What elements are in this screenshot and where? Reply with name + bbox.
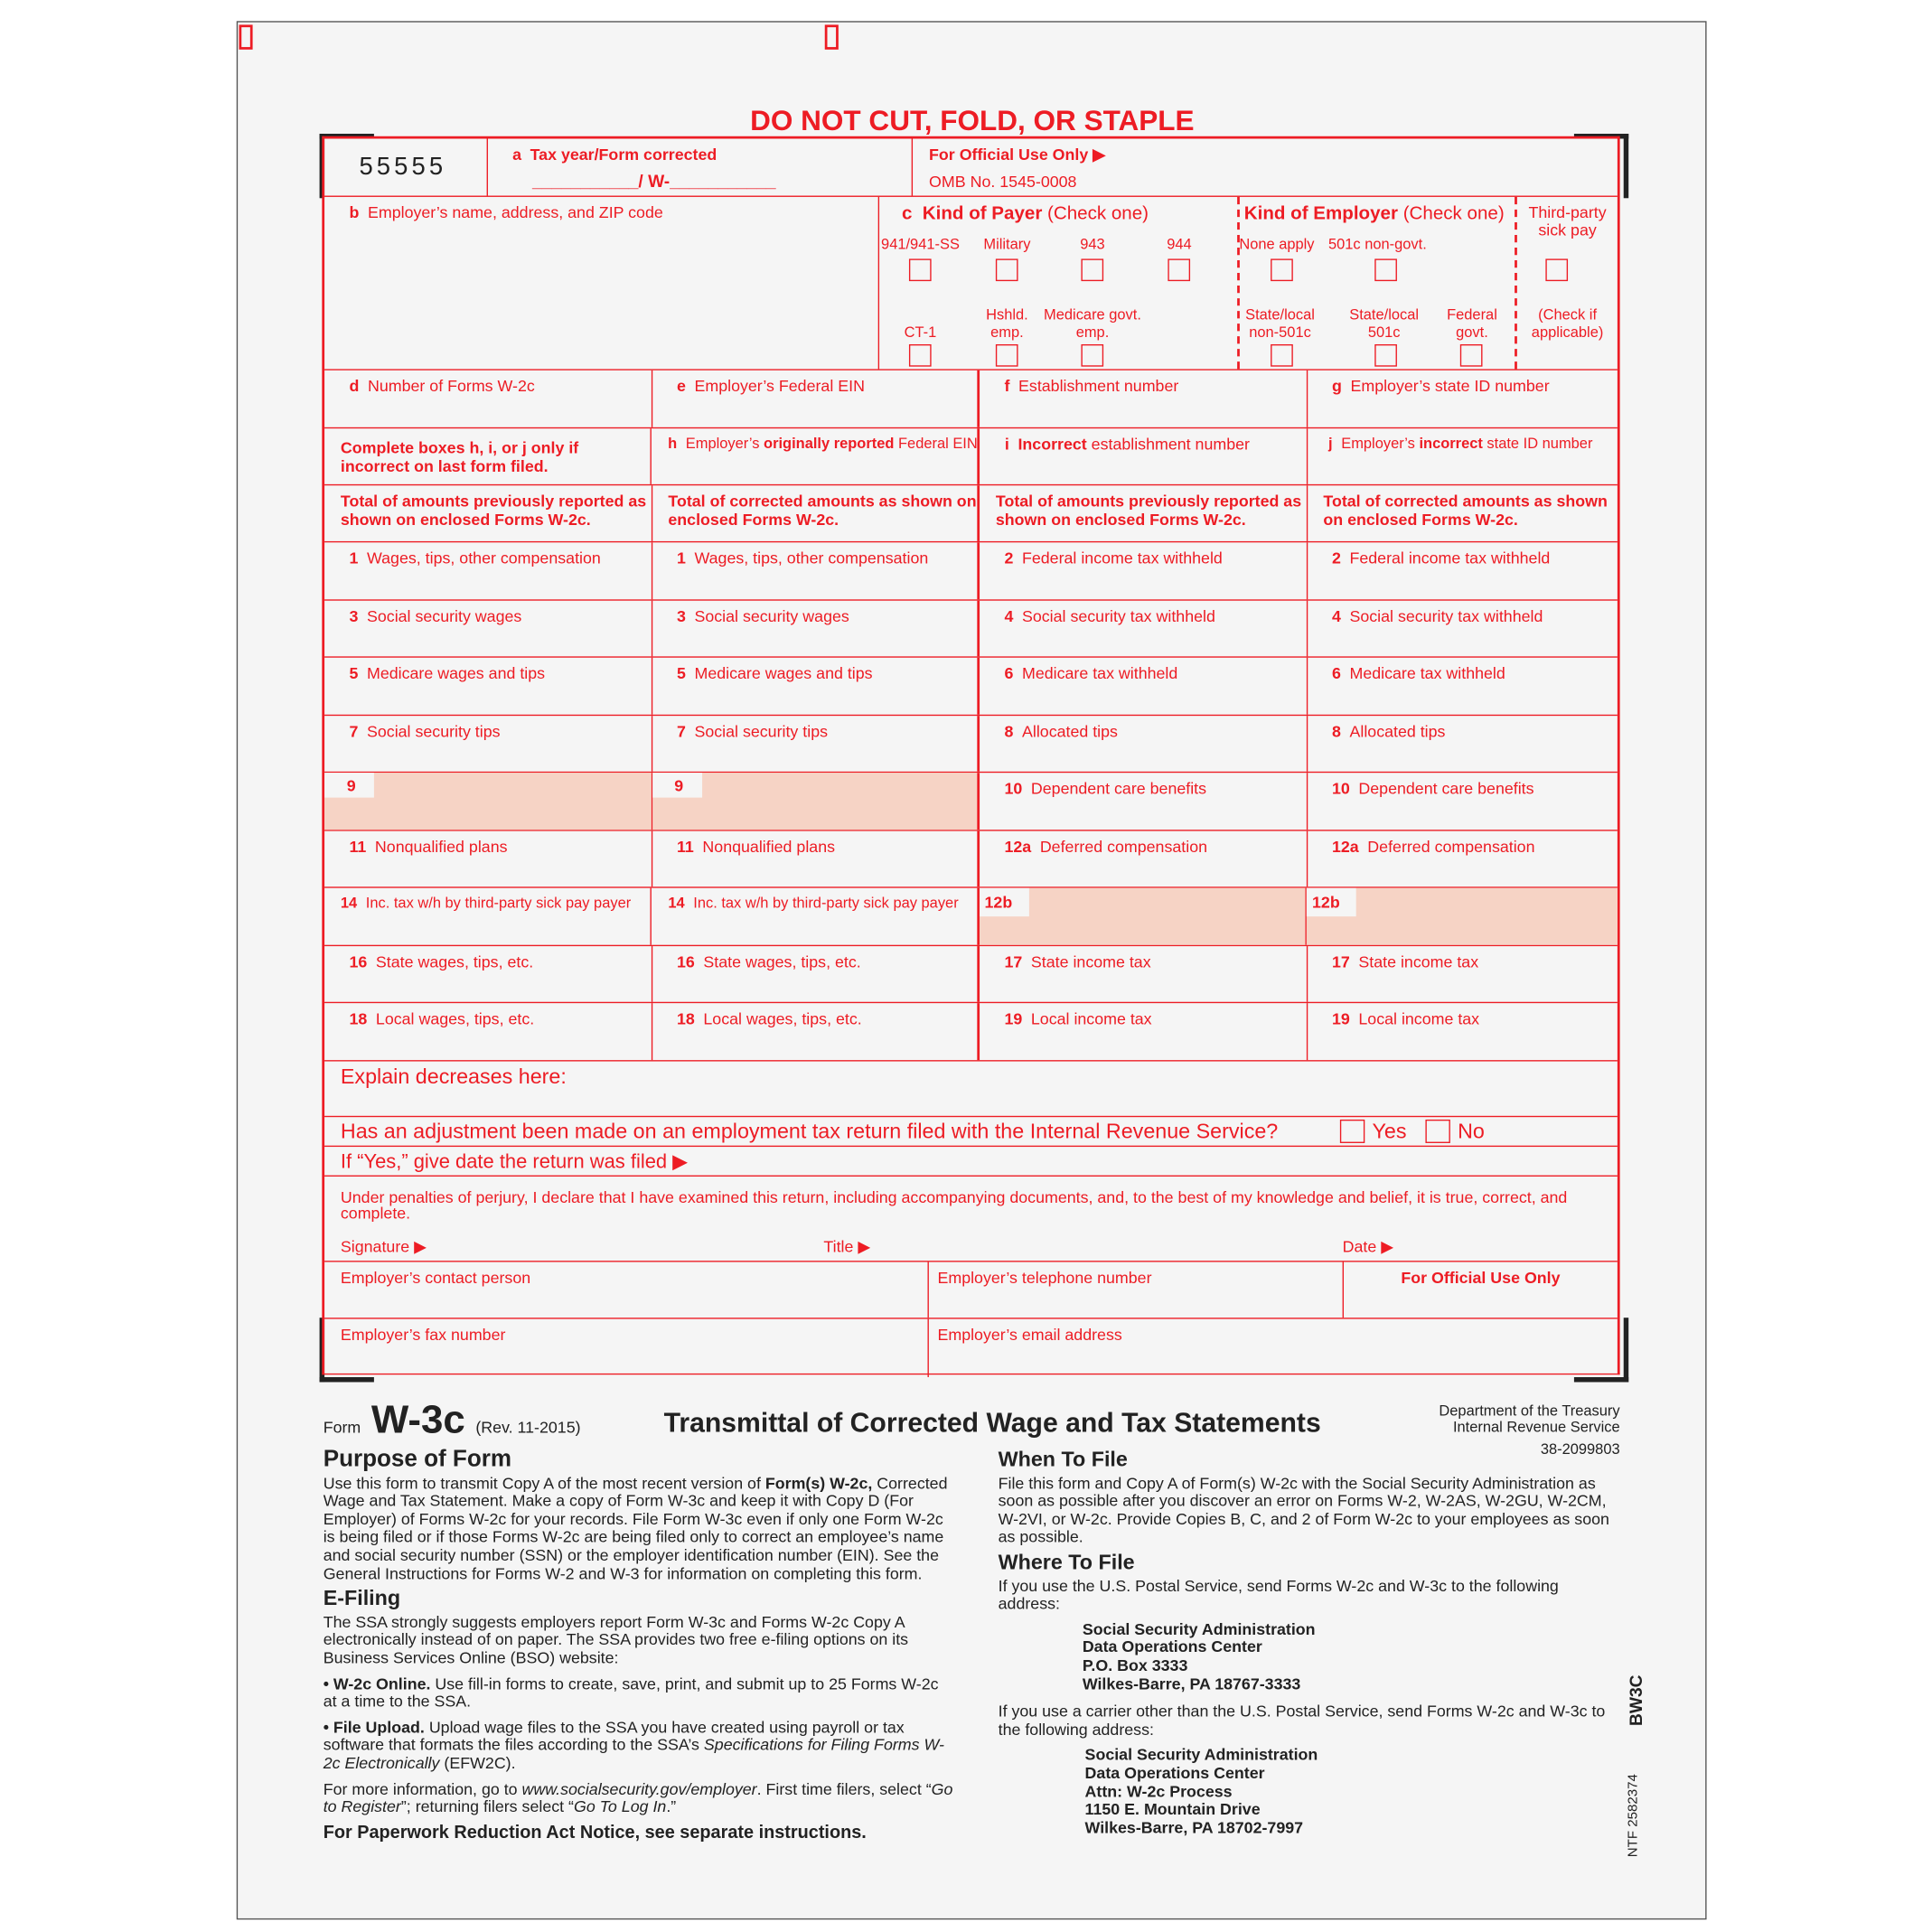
checkbox-military[interactable] (996, 258, 1018, 281)
purpose-text: Corrected Wage and Tax Statement. Make a copy of Form W-3c and keep it with Copy D (For Employer) of Forms W-2c for your records. File Form W-3c even if only one Form W-2c is being filed or if those Forms W-2c are being filed only to correct an employee’s name and social security number (SSN) or the employer identification number (EIN). See the General Instructions for Forms W-2 and W-3 for information on completing this form. (323, 1473, 948, 1582)
box-label: Social security tips (694, 722, 829, 741)
box-label: Employer’s name, address, and ZIP code (367, 202, 663, 222)
box-i-incorrect-establishment[interactable] (980, 428, 1307, 484)
column-heading-corrected: Total of corrected amounts as shown on enclosed Forms W-2c. (652, 485, 980, 541)
box-label: Tax year/Form corrected (530, 145, 717, 164)
checkbox-yes[interactable] (1340, 1120, 1365, 1143)
perjury-text: Under penalties of perjury, I declare that I have examined this return, including accompanying documents, and, to the best of my knowledge and belief, it is true, correct, and complete. (340, 1187, 1568, 1223)
box-letter: g (1331, 376, 1342, 396)
box-number: 16 (676, 952, 695, 971)
box-label: Employer’s (685, 435, 764, 453)
adjustment-question: Has an adjustment been made on an employment tax return filed with the Internal Revenue Service? (340, 1119, 1279, 1143)
box-1-corrected[interactable] (652, 542, 980, 599)
checkbox-none-apply[interactable] (1271, 258, 1293, 281)
box-number: 14 (668, 894, 685, 912)
box-number: 18 (349, 1008, 368, 1028)
official-use-only-box: For Official Use Only (1401, 1268, 1561, 1287)
revision: (Rev. 11-2015) (475, 1418, 581, 1437)
box-number: 2 (1004, 549, 1014, 567)
box-label: Nonqualified plans (702, 837, 836, 857)
box-letter: a (512, 145, 522, 164)
box-b-employer-name[interactable] (324, 197, 879, 369)
bullet-title: • W-2c Online. (323, 1674, 431, 1693)
box-label: Wages, tips, other compensation (366, 549, 601, 567)
signature-field[interactable]: Signature ▶ (340, 1237, 427, 1256)
box-number: 1 (349, 549, 359, 567)
box-number: 18 (676, 1008, 695, 1028)
box-number: 2 (1331, 549, 1341, 567)
form-title: Transmittal of Corrected Wage and Tax Statements (663, 1406, 1321, 1439)
box-label: Nonqualified plans (374, 837, 508, 857)
bullet-text-italic: Specifications for Filing Forms W-2c Electronically (323, 1735, 944, 1773)
paperwork-notice: For Paperwork Reduction Act Notice, see separate instructions. (323, 1822, 867, 1843)
box-label: Dependent care benefits (1030, 779, 1207, 798)
box-number: 19 (1004, 1008, 1023, 1028)
box-number: 3 (349, 606, 359, 626)
box-letter: i (1004, 435, 1009, 454)
fax-number-field[interactable] (324, 1319, 929, 1377)
kind-of-employer-title: Kind of Employer (1243, 202, 1398, 225)
carrier-address (999, 1747, 1620, 1837)
do-not-cut-warning: DO NOT CUT, FOLD, OR STAPLE (750, 104, 1195, 136)
option-label: Military (983, 235, 1031, 253)
box-6-previous[interactable] (980, 658, 1307, 715)
explain-decreases-label: Explain decreases here: (340, 1064, 567, 1089)
box-number: 10 (1331, 779, 1350, 798)
box-number: 4 (1004, 606, 1014, 626)
checkbox-household[interactable] (996, 344, 1018, 367)
address-line: Wilkes-Barre, PA 18767-3333 (1082, 1674, 1301, 1693)
box-number: 7 (349, 722, 359, 741)
field-label: Employer’s telephone number (937, 1268, 1152, 1287)
checkbox-state-local-501c[interactable] (1374, 344, 1397, 367)
box-17-previous[interactable] (980, 946, 1307, 1002)
where-to-file-heading: Where To File (998, 1550, 1135, 1574)
when-to-file-text: File this form and Copy A of Form(s) W-2c with the Social Security Administration as soon as possible after you discover an error on Forms W-2, W-2AS, W-2GU, W-2CM, W-2VI, or W-2c. Provide Copies B, C, and 2 of Form W-2c to your employees as soon as possible. (998, 1473, 1609, 1546)
registration-mark (825, 24, 839, 49)
more-info-text: .” (666, 1796, 677, 1816)
ssa-url-link[interactable]: www.socialsecurity.gov/employer (521, 1778, 757, 1798)
option-label: None apply (1239, 235, 1315, 253)
box-19-corrected[interactable] (1308, 1003, 1618, 1060)
yes-label: Yes (1372, 1119, 1407, 1143)
option-label: State/local non-501c (1245, 305, 1315, 341)
box-a-tax-year[interactable] (488, 138, 914, 195)
check-if-applicable-hint: (Check if applicable) (1531, 305, 1604, 341)
box-12b-previous-shaded (980, 888, 1307, 945)
box-j-incorrect-state-id[interactable] (1308, 428, 1618, 484)
box-11-corrected[interactable] (652, 831, 980, 887)
instructions-left (323, 1446, 955, 1843)
box-label-emphasis: incorrect (1419, 435, 1483, 453)
more-info-text: . First time filers, select “ (756, 1778, 932, 1798)
box-label: Allocated tips (1349, 722, 1446, 741)
box-label: Inc. tax w/h by third-party sick pay payer (693, 894, 959, 912)
checkbox-medicare-govt[interactable] (1082, 344, 1104, 367)
box-letter: d (349, 376, 360, 396)
w3c-form (322, 136, 1619, 1375)
form-name: W-3c (370, 1396, 465, 1442)
irs: Internal Revenue Service (1452, 1418, 1620, 1436)
agency (1363, 1403, 1620, 1458)
box-number: 4 (1331, 606, 1341, 626)
box-number: 14 (340, 894, 358, 912)
checkbox-ct1[interactable] (909, 344, 932, 367)
box-12a-corrected[interactable] (1308, 831, 1618, 887)
register-text: Go to Register (323, 1778, 953, 1816)
box-7-previous[interactable] (324, 716, 652, 772)
box-label: Allocated tips (1021, 722, 1118, 741)
option-label: 944 (1167, 235, 1192, 253)
box-label: Federal income tax withheld (1021, 549, 1223, 567)
purpose-text-bold: Form(s) W-2c, (764, 1473, 873, 1492)
box-number: 17 (1331, 952, 1350, 971)
box-18-previous[interactable] (324, 1003, 652, 1060)
box-19-previous[interactable] (980, 1003, 1307, 1060)
check-one-hint: (Check one) (1402, 202, 1505, 225)
box-number: 9 (324, 773, 374, 797)
checkbox-federal-govt[interactable] (1459, 344, 1482, 367)
box-2-corrected[interactable] (1308, 542, 1618, 599)
box-label: State income tax (1358, 952, 1479, 971)
box-label: Establishment number (1018, 376, 1179, 396)
box-label: State wages, tips, etc. (375, 952, 534, 971)
box-label: Employer’s state ID number (1350, 376, 1550, 396)
box-11-previous[interactable] (324, 831, 652, 887)
more-info-text: For more information, go to (323, 1778, 522, 1798)
box-label: State income tax (1030, 952, 1151, 971)
box-label-emphasis: Incorrect (1018, 435, 1087, 454)
purpose-heading: Purpose of Form (323, 1446, 512, 1473)
box-label: Social security wages (366, 606, 522, 626)
box-8-corrected[interactable] (1308, 716, 1618, 772)
department: Department of the Treasury (1439, 1402, 1620, 1420)
if-yes-date-label: If “Yes,” give date the return was filed ▶ (340, 1150, 689, 1173)
option-label: Medicare govt. emp. (1044, 305, 1141, 341)
check-one-hint: (Check one) (1047, 202, 1149, 225)
adjustment-question-row (324, 1117, 1618, 1147)
kind-of-payer-title: Kind of Payer (922, 202, 1043, 225)
box-9-corrected-shaded (652, 773, 980, 830)
perjury-declaration (324, 1177, 1618, 1262)
box-number: 12b (980, 888, 1029, 917)
box-12a-previous[interactable] (980, 831, 1307, 887)
efiling-heading: E-Filing (323, 1586, 401, 1610)
box-letter: j (1328, 435, 1333, 453)
box-10-corrected[interactable] (1308, 773, 1618, 830)
box-label: Local wages, tips, etc. (375, 1008, 535, 1028)
box-label: establishment number (1086, 435, 1250, 454)
address-line: Attn: W-2c Process (1084, 1781, 1233, 1801)
box-4-previous[interactable] (980, 601, 1307, 657)
box-label: Local income tax (1358, 1008, 1480, 1028)
option-label: 943 (1080, 235, 1105, 253)
box-label: Local income tax (1030, 1008, 1152, 1028)
official-use-box (913, 138, 1618, 195)
box-label: Inc. tax w/h by third-party sick pay payer (365, 894, 632, 912)
box-label: Employer’s Federal EIN (694, 376, 865, 396)
login-text: Go To Log In (573, 1796, 667, 1816)
box-number: 5 (349, 663, 359, 683)
box-number: 17 (1004, 952, 1023, 971)
box-number: 16 (349, 952, 368, 971)
bullet-text: Upload wage files to the SSA you have created using payroll or tax software that formats the files according to the SSA’s (323, 1717, 905, 1755)
title-field[interactable]: Title ▶ (823, 1237, 871, 1256)
side-code: BW3C (1625, 1674, 1646, 1726)
box-label: Federal income tax withheld (1349, 549, 1551, 567)
checkbox-no[interactable] (1425, 1120, 1449, 1143)
box-letter: b (349, 202, 360, 222)
option-label: CT-1 (904, 323, 937, 341)
third-party-sick-pay (1517, 197, 1618, 369)
official-use-label: For Official Use Only ▶ (929, 145, 1105, 164)
box-4-corrected[interactable] (1308, 601, 1618, 657)
box-number: 7 (676, 722, 686, 741)
checkbox-state-local-non-501c[interactable] (1271, 344, 1293, 367)
box-d-number-of-forms[interactable] (324, 370, 652, 427)
address-line: Social Security Administration (1082, 1619, 1316, 1638)
form-code: 55555 (324, 138, 488, 195)
box-number: 11 (349, 837, 367, 857)
box-1-previous[interactable] (324, 542, 652, 599)
tax-year-form-input[interactable]: ___________/ W-___________ (532, 171, 776, 192)
box-label: Deferred compensation (1039, 837, 1208, 857)
third-party-label: Third-party sick pay (1528, 202, 1607, 239)
box-number: 6 (1331, 663, 1341, 683)
box-18-corrected[interactable] (652, 1003, 980, 1060)
box-label: Wages, tips, other compensation (694, 549, 929, 567)
bullet-text: (EFW2C). (439, 1753, 516, 1773)
registration-mark (239, 24, 253, 49)
box-number: 19 (1331, 1008, 1350, 1028)
box-3-corrected[interactable] (652, 601, 980, 657)
option-label: 501c non-govt. (1327, 235, 1427, 253)
field-label: Employer’s fax number (340, 1325, 506, 1344)
form-word: Form (323, 1418, 361, 1437)
box-label: Medicare tax withheld (1021, 663, 1178, 683)
box-label: Social security wages (694, 606, 849, 626)
box-16-corrected[interactable] (652, 946, 980, 1002)
where-carrier-text: If you use a carrier other than the U.S. Postal Service, send Forms W-2c and W-3c to the following address: (998, 1702, 1606, 1739)
box-label-emphasis: originally reported (764, 435, 895, 453)
column-heading-previous: Total of amounts previously reported as shown on enclosed Forms W-2c. (980, 485, 1307, 541)
ntf-code: NTF 2582374 (1625, 1774, 1641, 1858)
contact-person-field[interactable] (324, 1262, 929, 1318)
return-filed-date-field[interactable] (324, 1147, 1618, 1177)
box-label: Medicare tax withheld (1349, 663, 1505, 683)
box-label: Social security tax withheld (1349, 606, 1543, 626)
box-14-previous[interactable] (324, 888, 652, 945)
box-number: 8 (1331, 722, 1341, 741)
address-line: Data Operations Center (1084, 1763, 1265, 1783)
where-usps-text: If you use the U.S. Postal Service, send Forms W-2c and W-3c to the following address: (998, 1576, 1559, 1613)
form-identifier (324, 1397, 581, 1443)
box-number: 10 (1004, 779, 1023, 798)
option-label: Federal govt. (1447, 305, 1497, 341)
box-f-establishment-number[interactable] (980, 370, 1307, 427)
box-letter: h (668, 435, 678, 453)
box-label: Dependent care benefits (1358, 779, 1534, 798)
address-line: Wilkes-Barre, PA 18702-7997 (1084, 1817, 1304, 1837)
address-line: P.O. Box 3333 (1082, 1655, 1188, 1674)
checkbox-943[interactable] (1082, 258, 1104, 281)
kind-of-payer (879, 197, 1239, 369)
box-14-corrected[interactable] (652, 888, 980, 945)
address-line: Data Operations Center (1082, 1637, 1262, 1656)
box-number: 1 (676, 549, 686, 567)
email-field[interactable] (929, 1319, 1618, 1377)
box-label: Medicare wages and tips (366, 663, 546, 683)
bullet-text: Use fill-in forms to create, save, print, and submit up to 25 Forms W-2c at a time to the SSA. (323, 1674, 939, 1711)
box-label: Number of Forms W-2c (367, 376, 535, 396)
checkbox-944[interactable] (1168, 258, 1191, 281)
option-label: 941/941-SS (881, 235, 960, 253)
field-label: Employer’s contact person (340, 1268, 531, 1287)
box-6-corrected[interactable] (1308, 658, 1618, 715)
omb-number: OMB No. 1545-0008 (929, 172, 1077, 192)
box-number: 11 (676, 837, 694, 857)
box-3-previous[interactable] (324, 601, 652, 657)
when-to-file-heading: When To File (998, 1448, 1128, 1472)
box-label: State wages, tips, etc. (703, 952, 861, 971)
box-12b-corrected-shaded (1308, 888, 1618, 945)
no-label: No (1458, 1119, 1485, 1143)
purpose-text: Use this form to transmit Copy A of the most recent version of (323, 1473, 765, 1492)
box-5-previous[interactable] (324, 658, 652, 715)
box-label: Deferred compensation (1367, 837, 1535, 857)
box-5-corrected[interactable] (652, 658, 980, 715)
form-code-number: 38-2099803 (1540, 1440, 1620, 1458)
box-label: Local wages, tips, etc. (703, 1008, 862, 1028)
box-number: 5 (676, 663, 686, 683)
address-line: 1150 E. Mountain Drive (1084, 1799, 1261, 1819)
box-label: Social security tax withheld (1021, 606, 1215, 626)
box-g-state-id[interactable] (1308, 370, 1618, 427)
date-field[interactable]: Date ▶ (1342, 1237, 1393, 1256)
box-letter: e (676, 376, 686, 396)
box-label: Medicare wages and tips (694, 663, 873, 683)
box-number: 12a (1331, 837, 1359, 857)
explain-decreases-field[interactable] (324, 1062, 1618, 1118)
box-letter: c (901, 202, 913, 225)
box-number: 6 (1004, 663, 1014, 683)
box-label: Employer’s (1341, 435, 1420, 453)
option-label: Hshld. emp. (986, 305, 1028, 341)
box-label: Social security tips (366, 722, 501, 741)
box-letter: f (1004, 376, 1010, 396)
checkbox-third-party-sick-pay[interactable] (1546, 258, 1569, 281)
box-e-federal-ein[interactable] (652, 370, 980, 427)
box-number: 8 (1004, 722, 1014, 741)
box-10-previous[interactable] (980, 773, 1307, 830)
checkbox-941[interactable] (909, 258, 932, 281)
column-heading-previous: Total of amounts previously reported as shown on enclosed Forms W-2c. (324, 485, 652, 541)
usps-address (999, 1621, 1620, 1693)
efiling-text: The SSA strongly suggests employers report Form W-3c and Forms W-2c Copy A electronically instead of on paper. The SSA provides two free e-filing options on its Business Services Online (BSO) website: (323, 1612, 909, 1667)
more-info-text: ”; returning filers select “ (400, 1796, 574, 1816)
box-16-previous[interactable] (324, 946, 652, 1002)
box-h-original-ein[interactable] (652, 428, 980, 484)
telephone-field[interactable] (929, 1262, 1344, 1318)
box-label: Federal EIN (894, 435, 978, 453)
bullet-title: • File Upload. (323, 1717, 425, 1737)
box-9-previous-shaded (324, 773, 652, 830)
box-2-previous[interactable] (980, 542, 1307, 599)
field-label: Employer’s email address (937, 1325, 1122, 1344)
address-line: Social Security Administration (1084, 1745, 1318, 1765)
column-heading-corrected: Total of corrected amounts as shown on enclosed Forms W-2c. (1323, 492, 1608, 530)
box-label: state ID number (1482, 435, 1593, 453)
kind-of-employer (1239, 197, 1517, 369)
box-17-corrected[interactable] (1308, 946, 1618, 1002)
box-8-previous[interactable] (980, 716, 1307, 772)
complete-boxes-note: Complete boxes h, i, or j only if incorrect on last form filed. (324, 428, 652, 484)
option-label: State/local 501c (1349, 305, 1420, 341)
box-7-corrected[interactable] (652, 716, 980, 772)
box-number: 9 (652, 773, 702, 797)
checkbox-501c-non-govt[interactable] (1374, 258, 1397, 281)
box-number: 12b (1308, 888, 1357, 917)
box-number: 3 (676, 606, 686, 626)
box-number: 12a (1004, 837, 1032, 857)
